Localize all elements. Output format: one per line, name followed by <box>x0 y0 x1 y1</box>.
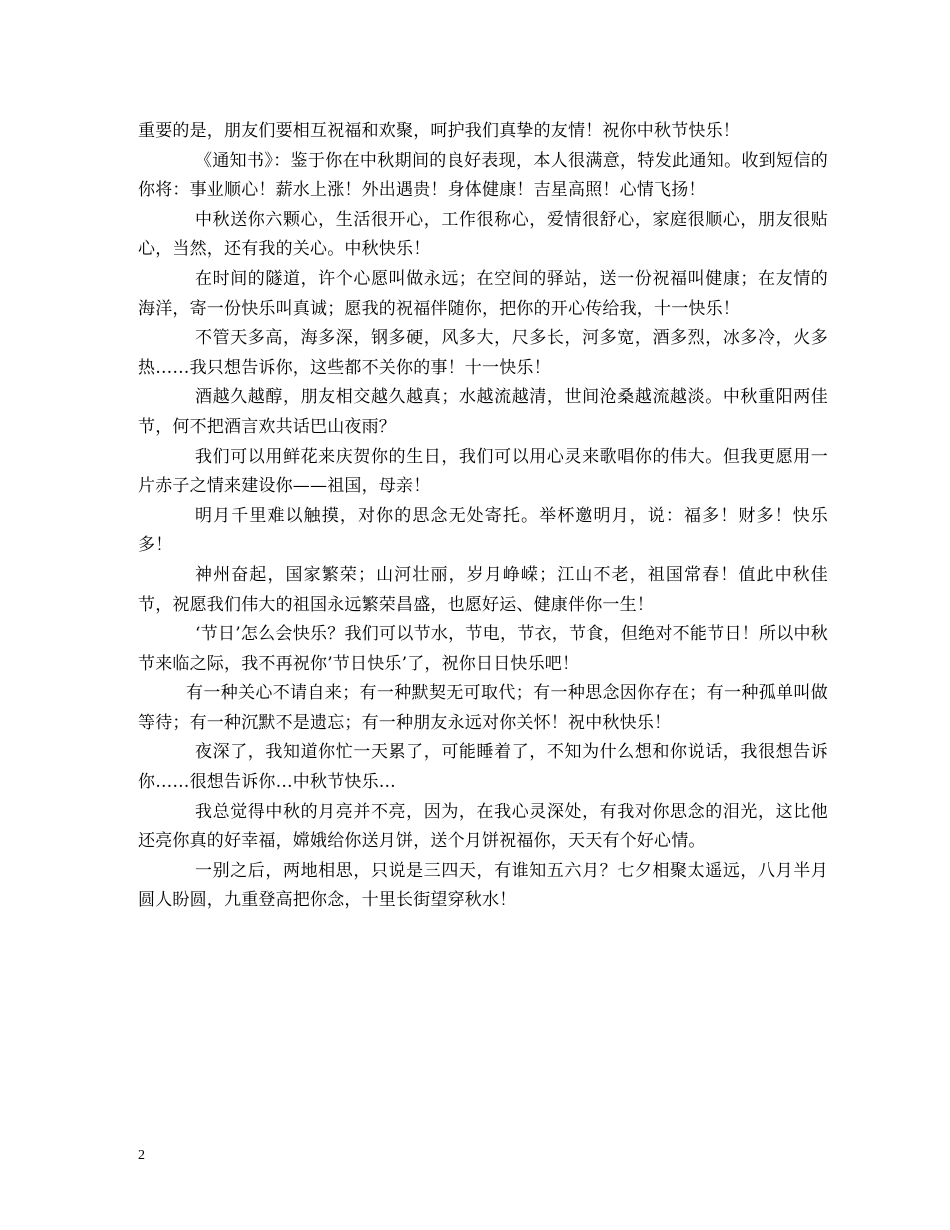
paragraph-8: 明月千里难以触摸，对你的思念无处寄托。举杯邀明月，说：福多！财多！快乐多！ <box>138 505 828 556</box>
paragraph-2: 《通知书》：鉴于你在中秋期间的良好表现，本人很满意，特发此通知。收到短信的你将：事业顺心！薪水上涨！外出遇贵！身体健康！吉星高照！心情飞扬！ <box>138 150 828 201</box>
paragraph-4: 在时间的隧道，许个心愿叫做永远；在空间的驿站，送一份祝福叫健康；在友情的海洋，寄一份快乐叫真诚；愿我的祝福伴随你，把你的开心传给我，十一快乐！ <box>138 268 828 319</box>
paragraph-10: ‘节日’怎么会快乐？我们可以节水，节电，节衣，节食，但绝对不能节日！所以中秋节来临之际，我不再祝你’节日快乐’了，祝你日日快乐吧！ <box>138 624 828 674</box>
document-body <box>138 117 828 916</box>
paragraph-5: 不管天多高，海多深，钢多硬，风多大，尺多长，河多宽，酒多烈，冰多冷，火多热……我只想告诉你，这些都不关你的事！十一快乐！ <box>138 328 828 378</box>
paragraph-7: 我们可以用鲜花来庆贺你的生日，我们可以用心灵来歌唱你的伟大。但我更愿用一片赤子之情来建设你——祖国，母亲！ <box>138 446 828 497</box>
paragraph-12: 夜深了，我知道你忙一天累了，可能睡着了，不知为什么想和你说话，我很想告诉你……很想告诉你…中秋节快乐… <box>138 742 828 793</box>
paragraph-9: 神州奋起，国家繁荣；山河壮丽，岁月峥嵘；江山不老，祖国常春！值此中秋佳节，祝愿我们伟大的祖国永远繁荣昌盛，也愿好运、健康伴你一生！ <box>138 564 828 615</box>
paragraph-3: 中秋送你六颗心，生活很开心，工作很称心，爱情很舒心，家庭很顺心，朋友很贴心，当然，还有我的关心。中秋快乐！ <box>138 209 828 260</box>
paragraph-11: 有一种关心不请自来；有一种默契无可取代；有一种思念因你存在；有一种孤单叫做等待；有一种沉默不是遗忘；有一种朋友永远对你关怀！祝中秋快乐！ <box>138 683 828 733</box>
paragraph-14: 一别之后，两地相思，只说是三四天，有谁知五六月？七夕相聚太遥远，八月半月圆人盼圆，九重登高把你念，十里长街望穿秋水！ <box>138 860 828 911</box>
paragraph-13: 我总觉得中秋的月亮并不亮，因为，在我心灵深处，有我对你思念的泪光，这比他还亮你真的好幸福，嫦娥给你送月饼，送个月饼祝福你，天天有个好心情。 <box>138 801 828 852</box>
page-number: 2 <box>138 1148 145 1163</box>
paragraph-1: 重要的是，朋友们要相互祝福和欢聚，呵护我们真挚的友情！祝你中秋节快乐！ <box>138 121 740 141</box>
paragraph-6: 酒越久越醇，朋友相交越久越真；水越流越清，世间沧桑越流越淡。中秋重阳两佳节，何不把酒言欢共话巴山夜雨？ <box>138 387 828 437</box>
